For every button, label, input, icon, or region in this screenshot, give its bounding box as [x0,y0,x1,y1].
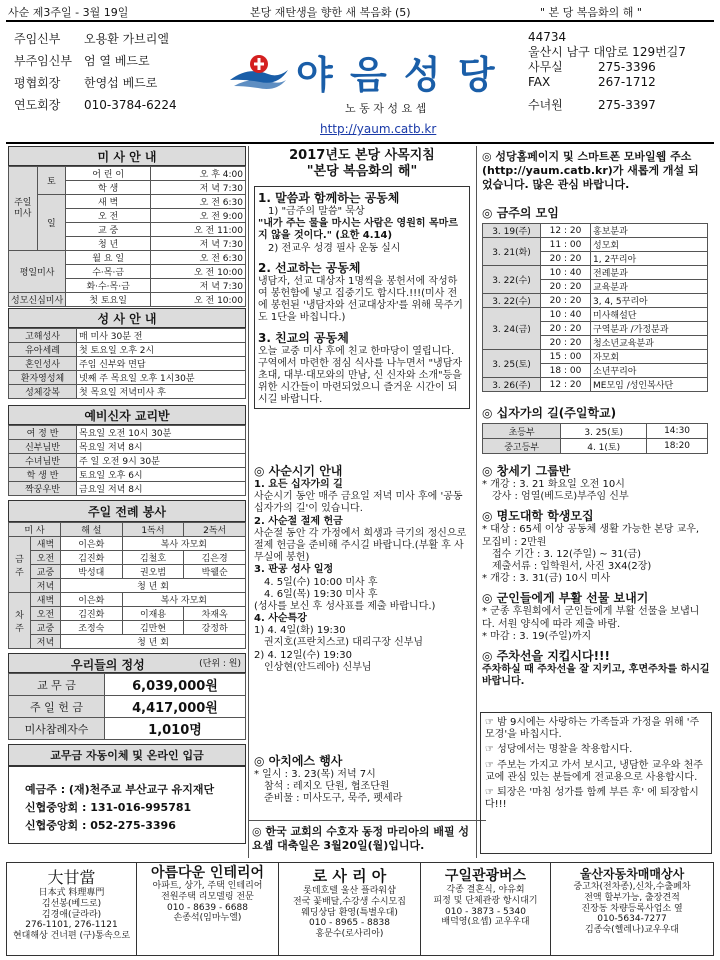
cross-section [482,404,708,454]
staff-row: 평협회장 한영섭 베드로 [14,76,158,90]
ad-text: 웨딩상담 환영(특별우대) [301,907,398,918]
sacrament-table: 고해성사 매 미사 30분 전 유아세례 첫 토요일 오후 2시 혼인성사 주임 신부와 면담 환자영성체 넷째 주 목요일 오후 1시30분 성체강복 첫 목요일 저녁미사 후 [8,328,246,399]
ad-text: 010-5634-7277 [597,914,667,925]
ad-text: 손종석(임마누엘) [173,913,242,924]
aches-text: 참석 : 레지오 단원, 협조단원 [264,781,390,793]
genesis-title: ◎ 창세기 그룹반 [482,464,571,478]
notes-box [480,712,712,854]
address-line: 울산시 남구 대암로 129번길7 [528,45,686,59]
ad-name: 울산자동차매매상사 [579,867,685,881]
policy-heading: 2. 선교하는 공동체 [258,260,361,275]
meetings-table: 3. 19(주) 12 : 20 홍보분과 3. 21(화) 11 : 00 성모회 20 : 20 1, 2꾸리아 3. 22(수) 10 : 40 전례분과 20 : 20 교육분과 3. 22(수) 20 : 20 3, 4, 5꾸리아 3. 24(금) 10 : 40 미사해설단 20 : 20 구역분과 /가정분과 20 : 20 청소년교육분과 3. 25(토) 15 : 00 자모회 18 : 00 소년꾸리아 3. 26(주) 12 : 20 ME모임 /성인복사단 [482,223,708,392]
topbar-center: 본당 재탄생을 향한 새 복음화 (5) [250,6,411,19]
ad-text: 전액 할부가능, 출장견적 [584,892,680,903]
staff-row: 연도회장 010-3784-6224 [14,98,177,112]
ad-text: 276-1101, 276-1121 [25,920,118,931]
lent-text: 4. 6일(목) 19:30 미사 후 [264,588,378,600]
lent-heading: 2. 사순절 절제 헌금 [254,515,343,527]
lent-title: ◎ 사순시기 안내 [254,464,343,478]
ad-text: 홍문수(로사리아) [315,929,384,940]
ad-text: 각종 결혼식, 야유회 [446,885,525,895]
catechumen-table: 여 정 반 목요일 오전 10시 30분 신부님반 목요일 저녁 8시 수녀님반 주 일 오전 9시 30분 학 생 반 토요일 오후 6시 짝꿍우반 금요일 저녁 8시 [8,425,246,496]
note-item: ☞ 주보는 가지고 가서 보시고, 냉담한 교우와 천주교에 관심 있는 분들에게 전교용으로 사용합시다. [485,759,703,783]
soldier-text: * 군종 후원회에서 군인들에게 부활 선물을 보냅니다. 서원 양식에 따라 제출 바람. [482,606,700,630]
note-item: ☞ 밤 9시에는 사랑하는 가족들과 가정을 위해 '주모경'을 바칩시다. [485,717,700,741]
genesis-section [482,462,710,688]
ad-text: 현대해상 건너편 (구)통속으로 [12,931,131,942]
lent-text: 사순시기 동안 매주 금요일 저녁 미사 후에 '공동 십자가의 길'이 있습니다. [254,491,463,515]
ad-text: 아파트, 상가, 주택 인테리어 [152,881,263,891]
college-text: 접수 기간 : 3. 12(주일) ~ 31(금) [492,548,642,560]
mass-title: 미 사 안 내 [8,146,246,166]
homepage-notice: ◎ 성당홈페이지 및 스마트폰 모바일웹 주소(http://yaum.catb.kr)가 새롭게 개설 되었습니다. 많은 관심 바랍니다. [482,150,699,191]
nun-phone: 275-3397 [598,98,656,112]
ad-card [551,863,713,955]
ad-text: 전원주택 리모델링 전문 [161,891,254,902]
staff-row: 주임신부 오용환 가브리엘 [14,32,169,46]
college-title: ◎ 명도대학 학생모집 [482,509,594,524]
ad-text: 日本式 料理專門 [38,888,105,898]
policy-subtitle: "본당 복음화의 해" [306,164,418,179]
policy-text: 2) 전교우 성경 필사 운동 실시 [268,242,401,254]
auto-transfer-title: 교무금 자동이체 및 온라인 입금 [8,744,246,766]
ad-name: 구일관광버스 [444,868,527,884]
offering-unit: (단위 : 원) [199,659,241,669]
ad-text: 김경애(글라라) [41,909,102,920]
lent-text: 1) 4. 4일(화) 19:30 [254,625,346,637]
staff-row: 부주임신부 엄 열 베드로 [14,54,150,68]
church-url-link[interactable]: http://yaum.catb.kr [320,122,437,136]
genesis-text: * 개강 : 3. 21 화요일 오전 10시 [482,479,625,490]
policy-section [254,148,470,409]
ad-text: 롯데호텔 울산 플라워샵 [303,886,396,896]
church-name: 야 음 성 당 [296,53,497,97]
ad-text: 피정 및 단체관광 항시대기 [433,895,538,906]
fax-number: 267-1712 [598,75,656,89]
left-column [8,146,246,844]
lent-text: (성사를 보신 후 성사표를 제출 바랍니다.) [254,600,436,612]
meetings-section [482,204,708,392]
ad-text: 010 - 8639 - 6688 [167,902,248,913]
zip-code: 44734 [528,30,567,44]
meetings-title: ◎ 금주의 모임 [482,206,559,220]
ad-text: 배덕영(요셉) 교우우대 [441,917,530,928]
lent-heading: 1. 요든 십자가의 길 [254,479,343,490]
ad-name: 로 사 리 아 [312,867,387,885]
ad-card [421,863,551,955]
lent-heading: 3. 판공 성사 일정 [254,564,334,576]
ad-text: 진장동 차량등록사업소 옆 [581,903,683,914]
nun-label: 수녀원 [528,98,563,112]
ad-name: 아름다운 인테리어 [150,865,265,881]
policy-quote: "내가 주는 물을 마시는 사람은 영원히 목마르지 않을 것이다." (요한 4.14) [258,218,458,242]
ad-card [7,863,137,955]
ads-bar [6,862,714,956]
topbar-left: 사순 제3주일 - 3월 19일 [8,6,129,19]
lent-heading: 4. 사순특강 [254,613,307,625]
mary-feast: ◎ 한국 교회의 수호자 동정 마리아의 배필 성 요셉 대축일은 3월20일(월)입니다. [248,820,486,853]
soldier-title: ◎ 군인들에게 부활 선물 보내기 [482,591,649,606]
lent-section [254,462,470,674]
pointing-hand-icon: ☞ [485,786,498,798]
staff-list [14,28,234,116]
policy-text: 오늘 교중 미사 후에 친교 한마당이 열립니다. 구역에서 마련한 점심 식사를 나누면서 "냉담자 초대, 대부·대모와의 만남, 신 신자와 소개"등을 위한 시간들이 마련되었으니 즐거운 시간이 되시길 바랍니다. [258,345,463,406]
parking-title: ◎ 주차선을 지킵시다!!! [482,648,610,663]
policy-heading: 1. 말씀과 함께하는 공동체 [258,191,400,205]
account-number: 신협중앙회 : 131-016-995781 [25,801,192,814]
ad-name: 大甘當 [47,868,96,887]
note-item: ☞ 퇴장은 '마침 성가를 함께 부른 후' 에 퇴장합시다!!! [485,786,699,811]
college-text: * 개강 : 3. 31(금) 10시 미사 [482,573,611,585]
topbar-right: " 본 당 복음화의 해 " [540,6,642,19]
aches-title: ◎ 아치에스 행사 [254,754,343,768]
ad-text: 전국 꽃배달,수강생 수시모집 [293,896,406,907]
college-text: 제출서류 : 입학원서, 사진 3X4(2장) [492,560,652,572]
church-logo-icon [228,52,290,92]
catechumen-title: 예비신자 교리반 [8,405,246,425]
parking-text: 주차하실 때 주차선을 잘 지키고, 후면주차를 하시길 바랍니다. [482,663,710,688]
account-box [8,766,246,844]
lent-text: 2) 4. 12일(수) 19:30 [254,649,353,661]
sacrament-title: 성 사 안 내 [8,308,246,328]
ad-card [279,863,421,955]
cross-table: 초등부 3. 25(토) 14:30 중고등부 4. 1(토) 18:20 [482,423,708,454]
lent-text: 권지호(프란치스코) 대리구장 신부님 [264,637,424,649]
aches-text: * 일시 : 3. 23(목) 저녁 7시 [254,769,376,780]
office-phone: 275-3396 [598,60,656,74]
fax-label: FAX [528,75,551,89]
policy-text: 1) "금주의 말씀" 묵상 [268,206,365,217]
top-divider [6,20,714,22]
genesis-text: 강사 : 엄열(베드로)부주임 신부 [492,491,629,503]
aches-section [254,752,470,806]
college-text: * 대상 : 65세 이상 공동체 생활 가능한 본당 교우, 모집비 : 2만원 [482,524,700,548]
address-block [528,30,714,113]
policy-title: 2017년도 본당 사목지침 [289,148,435,163]
ad-text: 010 - 8965 - 8838 [309,918,390,929]
offering-title: 우리들의 정성 [71,658,145,672]
lent-text: 인상현(안드레아) 신부님 [264,661,372,673]
lent-text: 4. 5일(수) 10:00 미사 후 [264,576,378,588]
lent-text: 사순절 동안 각 가정에서 희생과 극기의 정신으로 절제 헌금을 준비해 주시길 바랍니다.(부활 후 사무실에 봉헌) [254,527,467,564]
soldier-text: * 마감 : 3. 19(주일)까지 [482,630,592,642]
service-title: 주일 전례 봉사 [8,500,246,522]
ad-card [137,863,279,955]
policy-heading: 3. 친교의 공동체 [258,330,349,345]
pointing-hand-icon: ☞ [485,759,498,771]
service-table: 미 사 해 설 1독서 2독서 금 주 새벽 이은화 복사 자모회 오전 김진화 김철호 김은경 교중 박성대 권오범 박웰순 저녁 청 년 회 차 주 새벽 이은화 복사 자모회 오전 김진화 이재용 차재옥 교중 조정숙 김만현 강정하 저녁 청 년 회 [8,522,246,649]
header-divider [6,142,714,144]
pointing-hand-icon: ☞ [485,744,498,756]
note-item: ☞ 성당에서는 명찰을 착용합시다. [485,744,633,756]
mass-table: 주일미사 토 어 린 이 오 후 4:00 학 생 저 녁 7:30 일 새 벽 오 전 6:30 오 전 오 전 9:00 교 중 오 전 11:00 청 년 저 녁 7:30 평일미사 월 요 일 오 전 6:30 수·목·금 오 전 10:00 화·수·목·금 저 녁 7:30 성모신심미사 첫 토요일 오 전 10:00 [8,166,246,307]
cross-title: ◎ 십자가의 길(주일학교) [482,406,617,420]
offering-title-bar [8,653,246,673]
office-label: 사무실 [528,60,563,74]
account-number: 신협중앙회 : 052-275-3396 [25,819,176,832]
ad-text: 010 - 3873 - 5340 [445,906,526,917]
pointing-hand-icon: ☞ [485,717,498,728]
aches-text: 준비물 : 미사도구, 묵주, 펫세라 [264,793,403,805]
ad-text: 김선봉(베드로) [41,898,102,909]
offering-table: 교 무 금 6,039,000원 주 일 헌 금 4,417,000원 미사참례자수 1,010명 [8,673,246,740]
ad-text: 중고차(전차종),신차,수출폐차 [573,882,691,892]
policy-text: 냉담자, 선교 대상자 1명씩을 봉헌서에 작성하여 봉헌함에 넣고 집중기도 합시다.!!!(미사 전에 봉헌된 '냉담자와 선교대상자'를 위해 묵주기도 1단을 바칩니다.) [258,275,463,324]
church-patron: 노 동 자 성 요 셉 [345,102,427,115]
ad-text: 김종숙(헬레나)교우우대 [585,925,679,936]
account-holder: 예금주 : (재)천주교 부산교구 유지재단 [25,783,215,796]
